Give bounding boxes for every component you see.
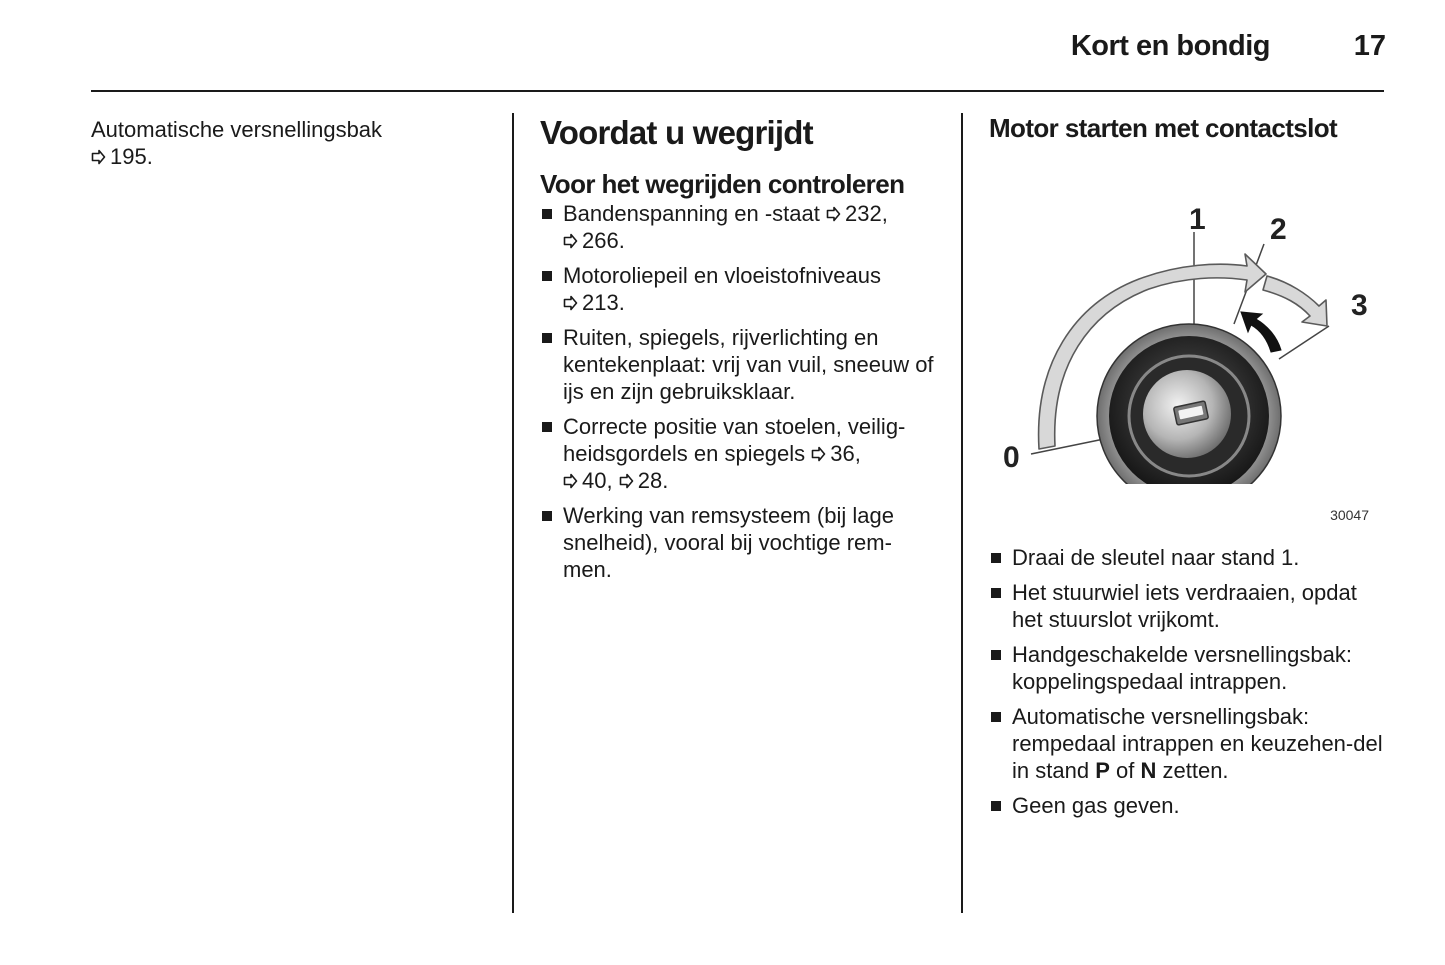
list-item — [540, 262, 940, 316]
gear-position-p: P — [1095, 758, 1110, 783]
page-reference[interactable] — [619, 468, 669, 493]
list-item — [540, 502, 940, 583]
item-text: zetten. — [1162, 758, 1229, 783]
item-text: Correcte positie van stoelen, veilig-heidsgordels en spiegels — [563, 414, 906, 466]
reference-arrow-icon — [563, 233, 578, 249]
item-text: Draai de sleutel naar stand 1. — [1012, 545, 1300, 570]
item-text: Geen gas geven. — [1012, 793, 1180, 818]
list-item — [989, 579, 1389, 633]
section-heading: Voordat u wegrijdt — [540, 114, 813, 151]
page-reference[interactable] — [811, 441, 861, 466]
position-3-line — [1279, 326, 1329, 359]
item-text: Ruiten, spiegels, rijverlichting en kentekenplaat: vrij van vuil, sneeuw of ijs en zijn gebruiksklaar. — [563, 325, 934, 404]
reference-number: 28. — [637, 468, 669, 493]
list-item — [989, 703, 1389, 784]
item-text: Werking van remsysteem (bij lage snelheid), vooral bij vochtige rem-men. — [563, 503, 894, 582]
reference-number: 40, — [582, 468, 613, 493]
list-item — [989, 544, 1389, 571]
column-divider-2 — [961, 113, 963, 913]
item-text: Handgeschakelde versnellingsbak: koppelingspedaal intrappen. — [1012, 642, 1352, 694]
reference-number: 266. — [582, 228, 625, 253]
start-steps — [989, 544, 1389, 819]
list-item — [989, 792, 1389, 819]
section-heading: Motor starten met contactslot — [989, 113, 1338, 143]
item-text: Het stuurwiel iets verdraaien, opdat het stuurslot vrijkomt. — [1012, 580, 1357, 632]
reference-arrow-icon — [811, 446, 826, 462]
item-text: Automatische versnellingsbak: rempedaal intrappen en keuzehen-del in stand — [1012, 704, 1383, 783]
reference-arrow-icon — [563, 295, 578, 311]
column-1 — [91, 116, 491, 170]
subsection-heading: Voor het wegrijden controleren — [540, 169, 905, 199]
item-text: of — [1116, 758, 1135, 783]
reference-arrow-icon — [91, 149, 106, 165]
page-reference[interactable] — [563, 468, 613, 493]
position-label-3: 3 — [1351, 289, 1368, 322]
list-item — [540, 200, 940, 254]
column-2 — [540, 112, 940, 591]
list-item — [540, 324, 940, 405]
column-3 — [989, 112, 1389, 827]
checklist — [540, 200, 940, 583]
figure-code: 30047 — [1330, 507, 1369, 523]
header-divider — [91, 90, 1384, 92]
reference-arrow-icon — [619, 473, 634, 489]
reference-number: 213. — [582, 290, 625, 315]
position-label-1: 1 — [1189, 203, 1206, 236]
gear-position-n: N — [1140, 758, 1157, 783]
list-item — [540, 413, 940, 494]
continued-text: Automatische versnellingsbak — [91, 117, 383, 142]
reference-number: 232, — [845, 201, 888, 226]
position-label-0: 0 — [1003, 441, 1020, 474]
section-title: Kort en bondig — [1070, 30, 1270, 62]
page-reference[interactable] — [563, 228, 625, 253]
reference-arrow-icon — [826, 206, 841, 222]
page-number: 17 — [1353, 30, 1386, 62]
position-label-2: 2 — [1270, 213, 1287, 246]
page-reference[interactable] — [91, 143, 491, 170]
reference-number: 36, — [830, 441, 861, 466]
page-reference[interactable] — [563, 290, 625, 315]
list-item — [989, 641, 1389, 695]
page-reference[interactable] — [826, 201, 888, 226]
turn-arrow-small — [1263, 276, 1327, 326]
item-text: Motoroliepeil en vloeistofniveaus — [563, 263, 881, 288]
reference-number: 195. — [110, 144, 153, 169]
reference-arrow-icon — [563, 473, 578, 489]
ignition-switch-figure — [989, 154, 1389, 523]
column-divider-1 — [512, 113, 514, 913]
item-text: Bandenspanning en -staat — [563, 201, 820, 226]
